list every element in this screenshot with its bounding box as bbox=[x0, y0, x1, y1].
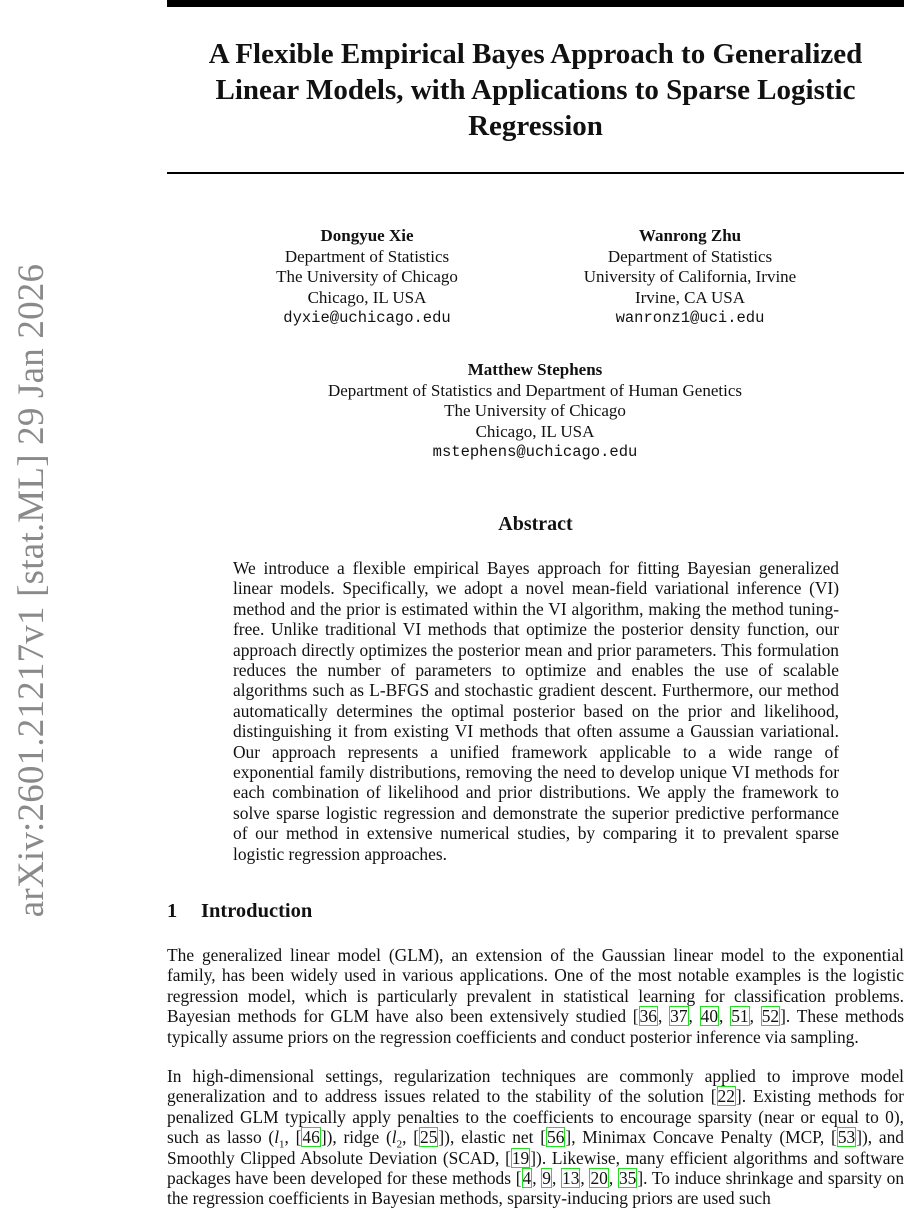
paragraph-text: ], Minimax Concave Penalty (MCP, [ bbox=[565, 1127, 837, 1148]
author-email[interactable]: dyxie@uchicago.edu bbox=[283, 309, 451, 327]
author-affiliation: Department of Statistics bbox=[607, 246, 773, 266]
paragraph-text: ]), and Smoothly Clipped Absolute Deviation (SCAD, [ bbox=[167, 1127, 904, 1168]
citation-link[interactable]: 20 bbox=[590, 1168, 608, 1189]
author-name: Dongyue Xie bbox=[320, 226, 414, 245]
math-symbol: l bbox=[391, 1127, 397, 1148]
paragraph-text: ]. To induce shrinkage and sparsity on the regression coefficients in Bayesian methods, sparsity-inducing priors are used such bbox=[167, 1168, 905, 1209]
paper-title: A Flexible Empirical Bayes Approach to Generalized Linear Models, with Applications to Sparse Logistic Regression bbox=[208, 38, 863, 142]
citation-link[interactable]: 40 bbox=[700, 1006, 719, 1027]
paragraph-text: In high-dimensional settings, regularization techniques are commonly applied to improve model generalization and to address issues related to the stability of the solution [ bbox=[167, 1066, 904, 1107]
top-rule bbox=[167, 0, 904, 7]
paragraph-text: The generalized linear model (GLM), an extension of the Gaussian linear model to the exponential family, has been widely used in various applications. One of the most notable examples is the logistic regression model, which is particularly prevalent in statistical learning for classification problems. Bayesian methods for GLM have also been extensively studied [ bbox=[167, 945, 904, 1027]
paragraph-text: ]), ridge ( bbox=[320, 1127, 392, 1148]
intro-paragraph-1: The generalized linear model (GLM), an extension of the Gaussian linear model to the exponential family, has been widely used in various applications. One of the most notable examples is the logistic regression model, which is particularly prevalent in statistical learning for classification problems. Bayesian methods for GLM have also been extensively studied [36, 37, 40, 51, 52]. These methods typically assume priors on the regression coefficients and conduct posterior inference via sampling. bbox=[167, 945, 904, 1047]
paragraph-text: ]. Existing methods for penalized GLM typically apply penalties to the coefficients to encourage sparsity (near or equal to 0), such as lasso ( bbox=[167, 1086, 904, 1148]
intro-paragraph-2: In high-dimensional settings, regularization techniques are commonly applied to improve model generalization and to address issues related to the stability of the solution [22]. Existing methods for penalized GLM typically apply penalties to the coefficients to encourage sparsity (near or equal to 0), such as lasso ($l_1$, [46]), ridge ($l_2$, [25]), elastic net [56], Minimax Concave Penalty (MCP, [53]), and Smoothly Clipped Absolute Deviation (SCAD, [19]). Likewise, many efficient algorithms and software packages have been developed for these methods [4, 9, 13, 20, 35]. To induce shrinkage and sparsity on the regression coefficients in Bayesian methods, sparsity-inducing priors are used such bbox=[167, 1066, 905, 1209]
author-affiliation: Department of Statistics and Department of Human Genetics bbox=[327, 380, 743, 400]
author-email[interactable]: wanronz1@uci.edu bbox=[615, 309, 765, 327]
author-name: Matthew Stephens bbox=[467, 360, 603, 379]
citation-link[interactable]: 52 bbox=[761, 1006, 780, 1027]
author-affiliation: The University of Chicago bbox=[444, 401, 626, 420]
citation-link[interactable]: 51 bbox=[731, 1006, 749, 1027]
citation-link[interactable]: 19 bbox=[511, 1147, 530, 1168]
section-title: Introduction bbox=[201, 900, 313, 922]
math-symbol: l bbox=[274, 1127, 280, 1148]
author-block-1 bbox=[252, 226, 482, 329]
paragraph-text: ]. These methods typically assume priors on the regression coefficients and conduct posterior inference via sampling. bbox=[167, 1006, 904, 1047]
author-affiliation: Irvine, CA USA bbox=[634, 287, 746, 307]
citation-link[interactable]: 4 bbox=[522, 1168, 532, 1189]
paragraph-text: ]), elastic net [ bbox=[438, 1127, 547, 1148]
author-affiliation: Chicago, IL USA bbox=[307, 287, 427, 307]
citation-link[interactable]: 13 bbox=[562, 1168, 580, 1189]
math-subscript: 2 bbox=[396, 1138, 403, 1151]
author-affiliation: University of California, Irvine bbox=[583, 267, 797, 286]
citation-link[interactable]: 53 bbox=[837, 1127, 856, 1148]
citation-link[interactable]: 25 bbox=[420, 1127, 438, 1148]
citation-link[interactable]: 46 bbox=[302, 1127, 320, 1148]
author-affiliation: Chicago, IL USA bbox=[475, 421, 595, 441]
paragraph-text: , [ bbox=[402, 1127, 419, 1148]
title-bottom-rule bbox=[167, 172, 904, 174]
citation-link[interactable]: 22 bbox=[717, 1086, 735, 1107]
abstract-text: We introduce a flexible empirical Bayes approach for fitting Bayesian generalized linear models. Specifically, we adopt a novel mean-field variational inference (VI) method and the prior is estimated within the VI algorithm, making the method tuning-free. Unlike traditional VI methods that optimize the posterior density function, our approach directly optimizes the posterior mean and prior parameters. This formulation reduces the number of parameters to optimize and enables the use of scalable algorithms such as L-BFGS and stochastic gradient descent. Furthermore, our method automatically determines the optimal posterior based on the prior and likelihood, distinguishing it from existing VI methods that often assume a Gaussian variational. Our approach represents a unified framework applicable to a wide range of exponential family distributions, removing the need to develop unique VI methods for each combination of likelihood and prior distributions. We apply the framework to solve sparse logistic regression and demonstrate the superior predictive performance of our method in extensive numerical studies, by comparing it to prevalent sparse logistic regression approaches. bbox=[233, 558, 839, 864]
paragraph-text: , [ bbox=[284, 1127, 302, 1148]
author-affiliation: Department of Statistics bbox=[284, 246, 450, 266]
citation-link[interactable]: 9 bbox=[542, 1168, 551, 1189]
author-name: Wanrong Zhu bbox=[638, 226, 742, 245]
math-subscript: 1 bbox=[279, 1138, 285, 1151]
author-block-2 bbox=[560, 226, 820, 329]
paragraph-text: ]). Likewise, many efficient algorithms and software packages have been developed for these methods [ bbox=[167, 1147, 904, 1189]
abstract-heading: Abstract bbox=[498, 513, 573, 535]
author-affiliation: The University of Chicago bbox=[276, 267, 458, 286]
arxiv-stamp-text: arXiv:2601.21217v1 [stat.ML] 29 Jan 2026 bbox=[11, 263, 53, 917]
author-email[interactable]: mstephens@uchicago.edu bbox=[432, 443, 638, 461]
citation-link[interactable]: 56 bbox=[547, 1127, 565, 1148]
section-number: 1 bbox=[167, 900, 178, 922]
citation-link[interactable]: 36 bbox=[639, 1006, 657, 1027]
author-block-3 bbox=[285, 360, 785, 463]
citation-link[interactable]: 35 bbox=[618, 1168, 637, 1189]
citation-link[interactable]: 37 bbox=[670, 1006, 688, 1027]
arxiv-identifier-stamp bbox=[10, 250, 54, 930]
section-heading-introduction bbox=[167, 900, 312, 923]
